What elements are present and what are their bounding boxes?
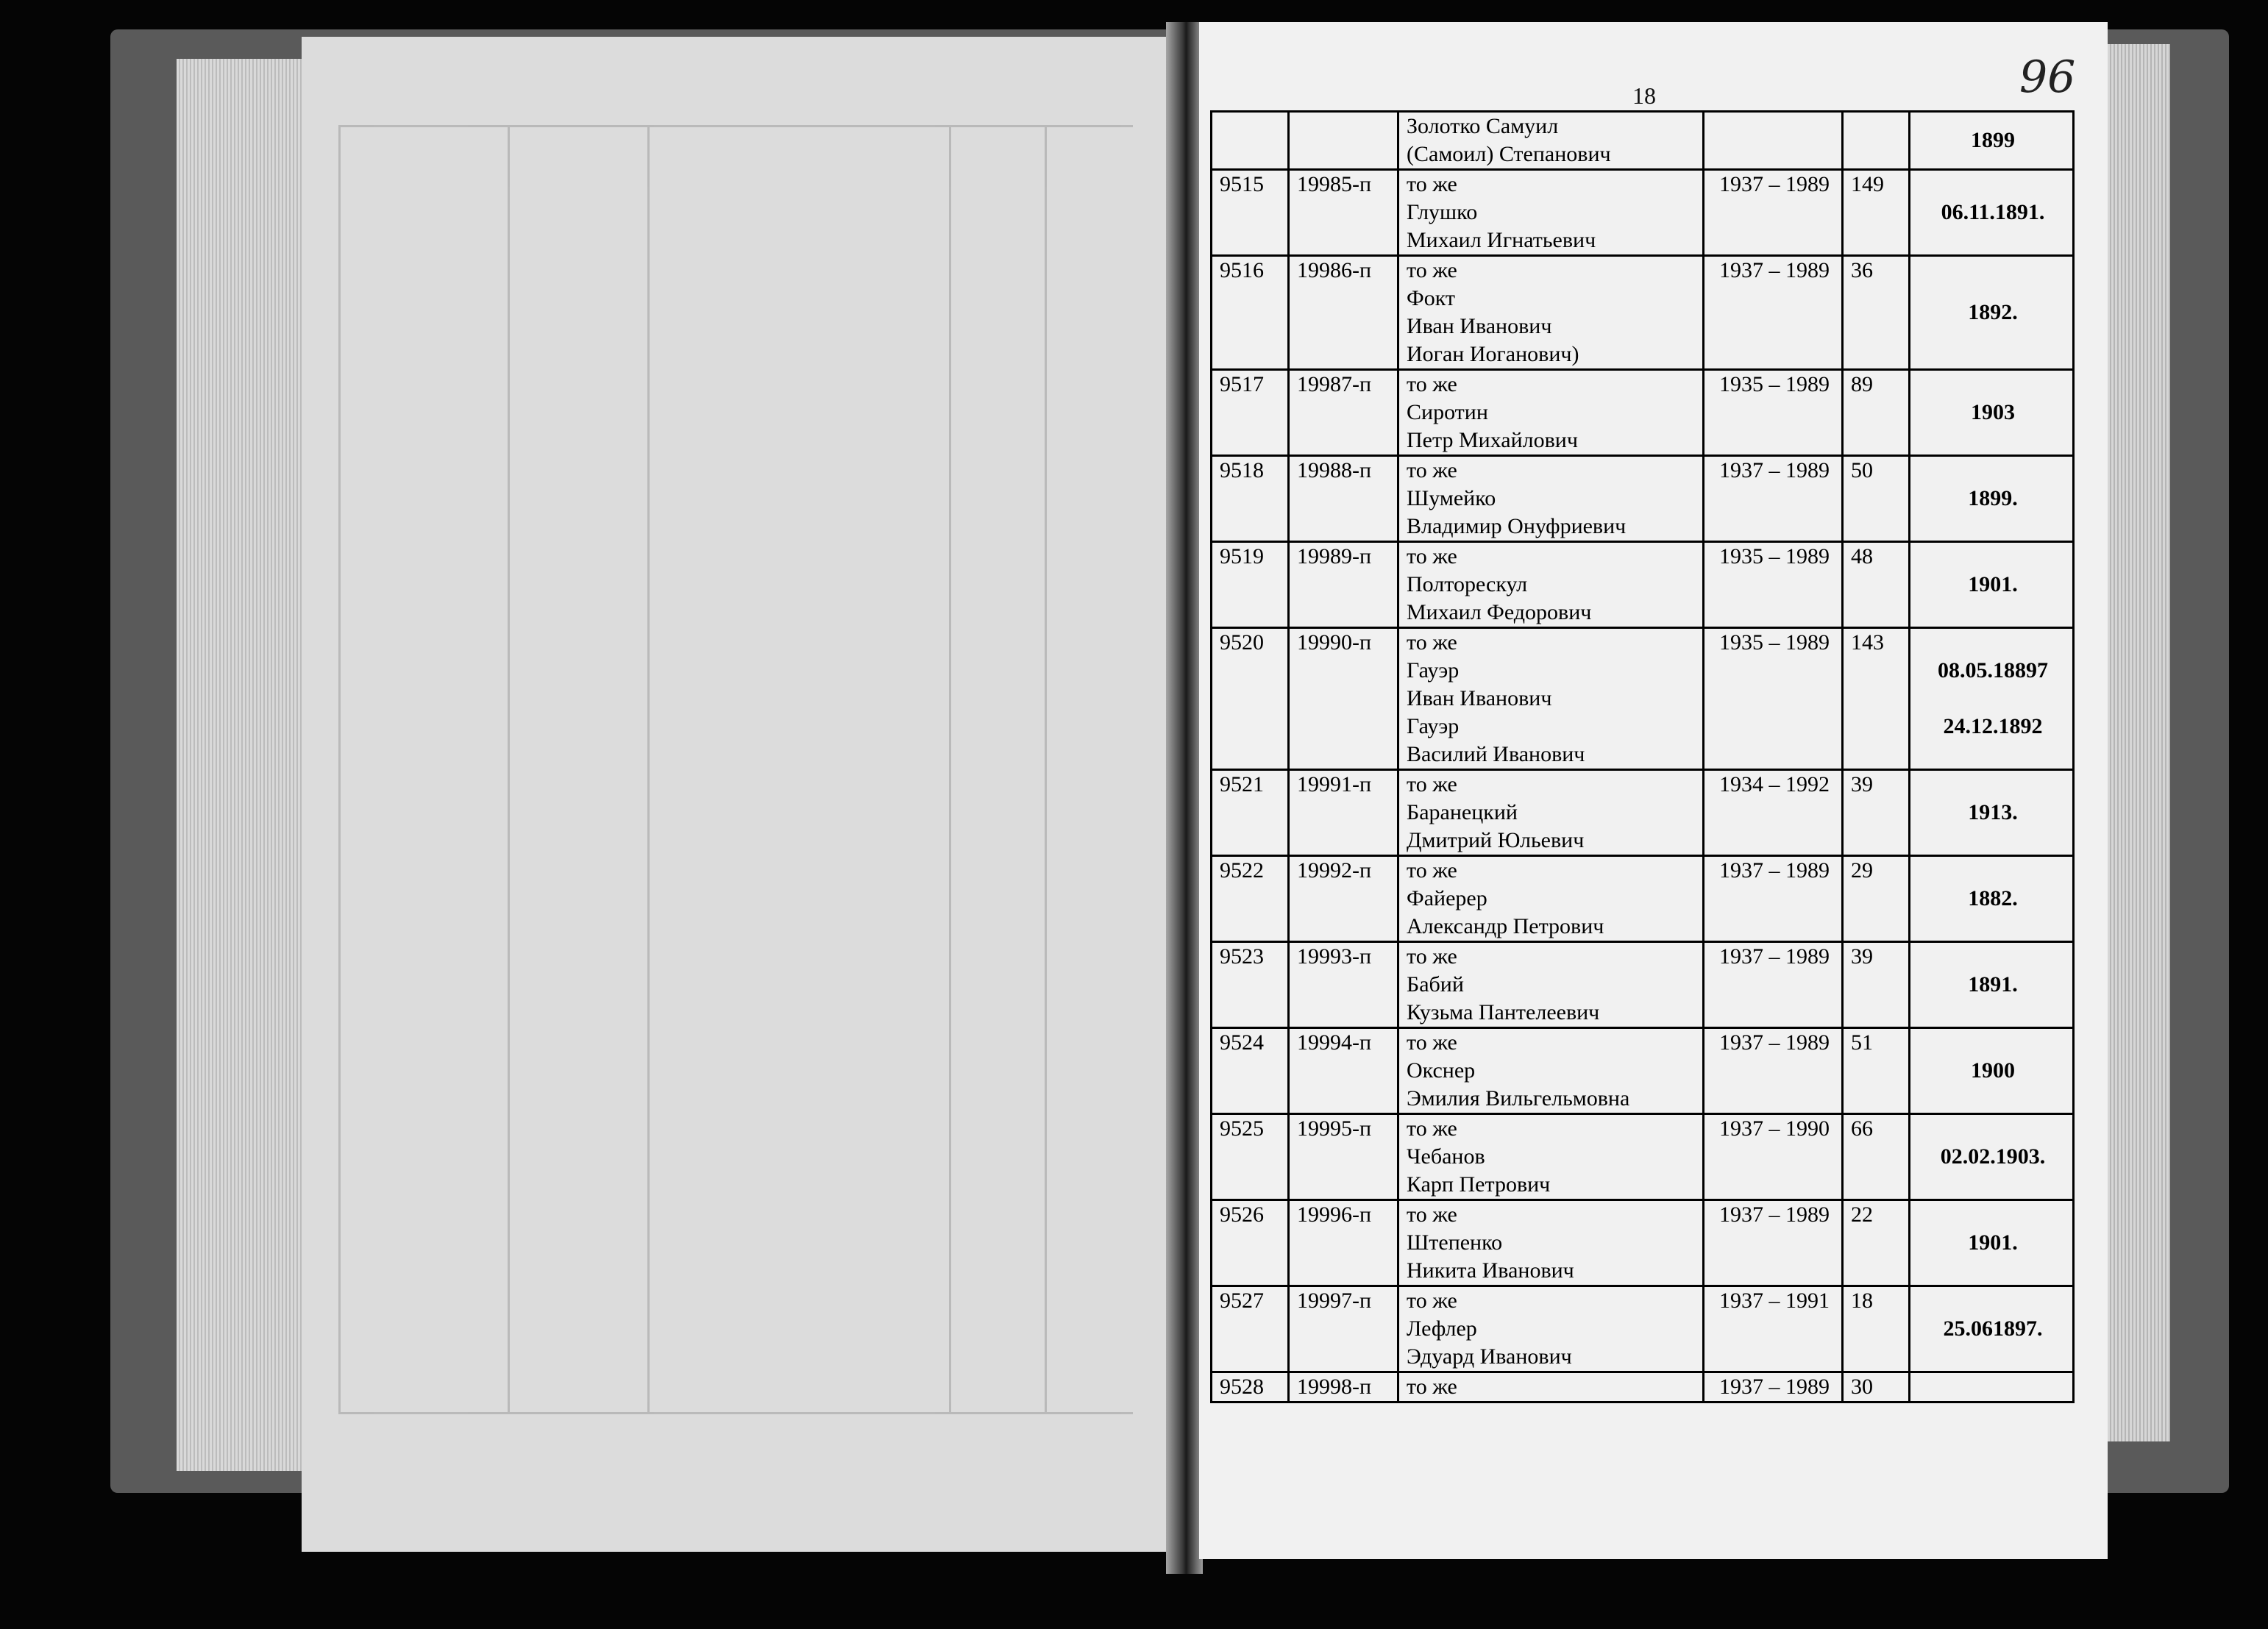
years-cell: 1935 – 1989	[1704, 370, 1843, 456]
person-name-cell	[1398, 170, 1704, 256]
birth-date-cell	[1910, 112, 2074, 170]
table-row	[1212, 256, 2074, 370]
page-count-cell: 50	[1843, 456, 1910, 542]
person-name-cell	[1398, 942, 1704, 1028]
birth-date: 02.02.1903.	[1940, 1144, 2046, 1169]
years-cell: 1935 – 1989	[1704, 628, 1843, 770]
years-cell: 1937 – 1989	[1704, 1028, 1843, 1114]
name-line: Баранецкий	[1407, 800, 1518, 824]
name-line: Шумейко	[1407, 486, 1496, 510]
page-count-cell: 29	[1843, 856, 1910, 942]
birth-date-cell	[1910, 256, 2074, 370]
name-line: Александр Петрович	[1407, 914, 1604, 938]
table-row	[1212, 170, 2074, 256]
person-name-cell	[1398, 1286, 1704, 1372]
case-code-cell: 19990-п	[1289, 628, 1398, 770]
case-code-cell: 19996-п	[1289, 1200, 1398, 1286]
page-count-cell: 48	[1843, 542, 1910, 628]
registry-table	[1210, 110, 2075, 1403]
person-name-cell	[1398, 1372, 1704, 1402]
birth-date: 1899.	[1968, 486, 2018, 510]
case-code-cell: 19992-п	[1289, 856, 1398, 942]
table-row	[1212, 1372, 2074, 1402]
name-line: Лефлер	[1407, 1316, 1477, 1341]
name-line: Иван Иванович	[1407, 686, 1552, 710]
years-cell: 1934 – 1992	[1704, 770, 1843, 856]
record-number-cell: 9526	[1212, 1200, 1289, 1286]
years-cell: 1937 – 1989	[1704, 1372, 1843, 1402]
birth-date-cell	[1910, 856, 2074, 942]
page-count-cell: 36	[1843, 256, 1910, 370]
record-number-cell	[1212, 112, 1289, 170]
name-line: то же	[1407, 1288, 1457, 1313]
person-name-cell	[1398, 456, 1704, 542]
record-number-cell: 9521	[1212, 770, 1289, 856]
table-row	[1212, 456, 2074, 542]
person-name-cell	[1398, 542, 1704, 628]
name-line: Бабий	[1407, 972, 1464, 997]
birth-date: 1882.	[1968, 886, 2018, 910]
table-row	[1212, 942, 2074, 1028]
person-name-cell	[1398, 1028, 1704, 1114]
case-code-cell	[1289, 112, 1398, 170]
page-count-cell: 51	[1843, 1028, 1910, 1114]
name-line: Никита Иванович	[1407, 1258, 1574, 1283]
table-row	[1212, 1114, 2074, 1200]
years-cell: 1935 – 1989	[1704, 542, 1843, 628]
name-line: Сиротин	[1407, 400, 1488, 424]
person-name-cell	[1398, 770, 1704, 856]
name-line: то же	[1407, 858, 1457, 883]
birth-date: 24.12.1892	[1943, 714, 2043, 738]
name-line: Эмилия Вильгельмовна	[1407, 1086, 1630, 1111]
table-row	[1212, 1286, 2074, 1372]
case-code-cell: 19988-п	[1289, 456, 1398, 542]
birth-date: 1900	[1971, 1058, 2015, 1083]
birth-date: 1903	[1971, 400, 2015, 424]
book-gutter	[1166, 22, 1203, 1574]
record-number-cell: 9519	[1212, 542, 1289, 628]
case-code-cell: 19998-п	[1289, 1372, 1398, 1402]
birth-date: 1901.	[1968, 1230, 2018, 1255]
case-code-cell: 19987-п	[1289, 370, 1398, 456]
person-name-cell	[1398, 256, 1704, 370]
case-code-cell: 19985-п	[1289, 170, 1398, 256]
case-code-cell: 19994-п	[1289, 1028, 1398, 1114]
years-cell: 1937 – 1989	[1704, 856, 1843, 942]
birth-date-cell	[1910, 942, 2074, 1028]
name-line: Владимир Онуфриевич	[1407, 514, 1627, 538]
name-line: (Самоил) Степанович	[1407, 142, 1611, 166]
page-count-cell: 39	[1843, 942, 1910, 1028]
table-row	[1212, 542, 2074, 628]
name-line: Василий Иванович	[1407, 742, 1585, 766]
case-code-cell: 19991-п	[1289, 770, 1398, 856]
name-line: Фокт	[1407, 286, 1455, 310]
birth-date-cell	[1910, 370, 2074, 456]
name-line: Михаил Федорович	[1407, 600, 1592, 624]
name-line: то же	[1407, 458, 1457, 482]
name-line: Гауэр	[1407, 714, 1460, 738]
birth-date: 08.05.18897	[1938, 658, 2048, 682]
name-line: Окснер	[1407, 1058, 1476, 1083]
left-page	[302, 37, 1170, 1552]
record-number-cell: 9524	[1212, 1028, 1289, 1114]
person-name-cell	[1398, 112, 1704, 170]
birth-date-cell	[1910, 770, 2074, 856]
page-count-cell	[1843, 112, 1910, 170]
years-cell	[1704, 112, 1843, 170]
birth-date-cell	[1910, 542, 2074, 628]
name-line: то же	[1407, 944, 1457, 969]
name-line: Эдуард Иванович	[1407, 1344, 1572, 1369]
name-line: Глушко	[1407, 200, 1478, 224]
birth-date-cell	[1910, 1372, 2074, 1402]
case-code-cell: 19995-п	[1289, 1114, 1398, 1200]
name-line: Михаил Игнатьевич	[1407, 228, 1596, 252]
name-line: то же	[1407, 772, 1457, 796]
name-line: Иван Иванович	[1407, 314, 1552, 338]
name-line: Золотко Самуил	[1407, 114, 1559, 138]
name-line: то же	[1407, 172, 1457, 196]
page-count-cell: 66	[1843, 1114, 1910, 1200]
record-number-cell: 9515	[1212, 170, 1289, 256]
page-count-cell: 143	[1843, 628, 1910, 770]
years-cell: 1937 – 1989	[1704, 456, 1843, 542]
birth-date-cell	[1910, 1114, 2074, 1200]
name-line: то же	[1407, 1030, 1457, 1055]
page-count-cell: 39	[1843, 770, 1910, 856]
record-number-cell: 9522	[1212, 856, 1289, 942]
case-code-cell: 19993-п	[1289, 942, 1398, 1028]
name-line: Штепенко	[1407, 1230, 1503, 1255]
handwritten-folio-number: 96	[2019, 51, 2076, 103]
case-code-cell: 19997-п	[1289, 1286, 1398, 1372]
birth-date-cell	[1910, 628, 2074, 770]
name-line: Карп Петрович	[1407, 1172, 1551, 1197]
person-name-cell	[1398, 1200, 1704, 1286]
birth-date-cell	[1910, 456, 2074, 542]
table-row	[1212, 770, 2074, 856]
page-count-cell: 149	[1843, 170, 1910, 256]
name-line: Кузьма Пантелеевич	[1407, 1000, 1600, 1024]
years-cell: 1937 – 1989	[1704, 1200, 1843, 1286]
name-line: Гауэр	[1407, 658, 1460, 682]
person-name-cell	[1398, 628, 1704, 770]
name-line: Чебанов	[1407, 1144, 1485, 1169]
name-line: то же	[1407, 372, 1457, 396]
name-line: то же	[1407, 544, 1457, 568]
date-spacer	[1918, 685, 2068, 713]
years-cell: 1937 – 1991	[1704, 1286, 1843, 1372]
name-line: Дмитрий Юльевич	[1407, 828, 1585, 852]
table-row	[1212, 112, 2074, 170]
record-number-cell: 9517	[1212, 370, 1289, 456]
table-row	[1212, 1028, 2074, 1114]
record-number-cell: 9518	[1212, 456, 1289, 542]
record-number-cell: 9528	[1212, 1372, 1289, 1402]
birth-date: 25.061897.	[1943, 1316, 2043, 1341]
name-line: то же	[1407, 1116, 1457, 1141]
birth-date: 1892.	[1968, 300, 2018, 324]
table-row	[1212, 628, 2074, 770]
record-number-cell: 9516	[1212, 256, 1289, 370]
name-line: Иоган Иоганович)	[1407, 342, 1579, 366]
years-cell: 1937 – 1989	[1704, 170, 1843, 256]
name-line: Петр Михайлович	[1407, 428, 1578, 452]
birth-date-cell	[1910, 1286, 2074, 1372]
birth-date-cell	[1910, 1200, 2074, 1286]
page-number: 18	[1632, 82, 1656, 109]
birth-date: 1913.	[1968, 800, 2018, 824]
name-line: то же	[1407, 1375, 1457, 1399]
birth-date: 06.11.1891.	[1941, 200, 2045, 224]
person-name-cell	[1398, 1114, 1704, 1200]
registry-table-body	[1212, 112, 2074, 1402]
name-line: Файерер	[1407, 886, 1487, 910]
case-code-cell: 19986-п	[1289, 256, 1398, 370]
birth-date: 1899	[1971, 128, 2015, 152]
birth-date: 1891.	[1968, 972, 2018, 997]
record-number-cell: 9527	[1212, 1286, 1289, 1372]
table-row	[1212, 856, 2074, 942]
name-line: Полторескул	[1407, 572, 1528, 596]
case-code-cell: 19989-п	[1289, 542, 1398, 628]
birth-date-cell	[1910, 170, 2074, 256]
birth-date-cell	[1910, 1028, 2074, 1114]
page-count-cell: 18	[1843, 1286, 1910, 1372]
birth-date: 1901.	[1968, 572, 2018, 596]
table-row	[1212, 1200, 2074, 1286]
name-line: то же	[1407, 1202, 1457, 1227]
years-cell: 1937 – 1989	[1704, 256, 1843, 370]
record-number-cell: 9523	[1212, 942, 1289, 1028]
page-count-cell: 22	[1843, 1200, 1910, 1286]
record-number-cell: 9520	[1212, 628, 1289, 770]
page-count-cell: 30	[1843, 1372, 1910, 1402]
left-page-edges	[177, 59, 316, 1471]
page-count-cell: 89	[1843, 370, 1910, 456]
bleed-through-table	[302, 37, 1170, 1552]
record-number-cell: 9525	[1212, 1114, 1289, 1200]
person-name-cell	[1398, 856, 1704, 942]
name-line: то же	[1407, 630, 1457, 655]
name-line: то же	[1407, 258, 1457, 282]
years-cell: 1937 – 1989	[1704, 942, 1843, 1028]
table-row	[1212, 370, 2074, 456]
person-name-cell	[1398, 370, 1704, 456]
years-cell: 1937 – 1990	[1704, 1114, 1843, 1200]
